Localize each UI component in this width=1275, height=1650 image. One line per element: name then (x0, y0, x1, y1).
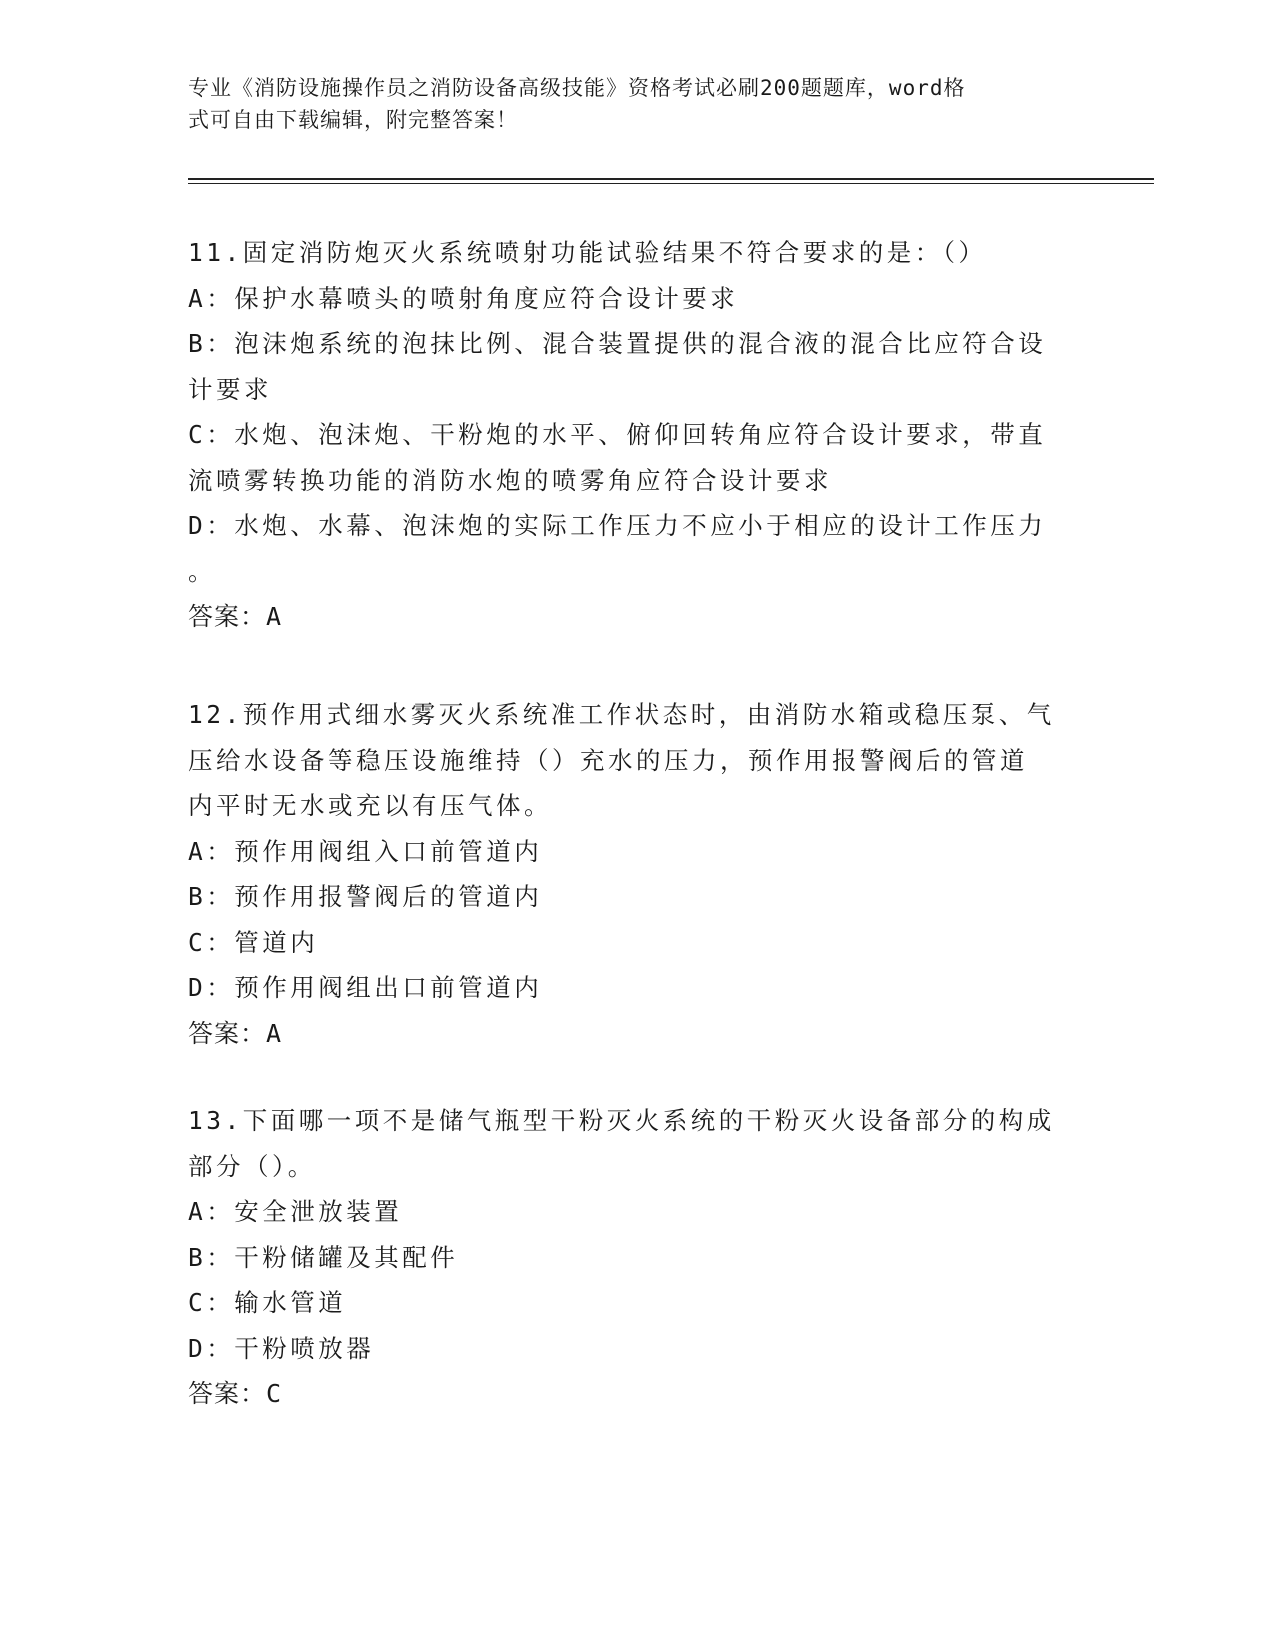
option-d: D：干粉喷放器 (188, 1333, 375, 1363)
option-d-line-1: D：水炮、水幕、泡沫炮的实际工作压力不应小于相应的设计工作压力 (188, 511, 1047, 540)
question-stem-line: 13.下面哪一项不是储气瓶型干粉灭火系统的干粉灭火设备部分的构成 (188, 1106, 1055, 1135)
document-header (188, 72, 1068, 136)
header-line-2: 式可自由下载编辑，附完整答案！ (188, 108, 518, 132)
answer (188, 1011, 1078, 1058)
option-b-line-2: 计要求 (188, 374, 272, 404)
option-b-line-1: B：泡沫炮系统的泡抹比例、混合装置提供的混合液的混合比应符合设 (188, 329, 1047, 358)
answer-label: 答案： (188, 1380, 267, 1408)
question-stem-line: 11.固定消防炮灭火系统喷射功能试验结果不符合要求的是：（） (188, 238, 987, 267)
answer (188, 594, 1078, 641)
answer (188, 1371, 1078, 1418)
answer-value: A (266, 1018, 283, 1048)
option-a: A：预作用阀组入口前管道内 (188, 836, 543, 866)
option-d-line-2: 。 (188, 556, 216, 586)
header-line-1: 专业《消防设施操作员之消防设备高级技能》资格考试必刷200题题库，word格 (188, 76, 966, 100)
answer-label: 答案： (188, 603, 267, 631)
option-c: C：管道内 (188, 927, 319, 957)
question-11 (188, 230, 1078, 641)
question-stem-line: 12.预作用式细水雾灭火系统准工作状态时，由消防水箱或稳压泵、气 (188, 700, 1055, 729)
question-stem-line: 内平时无水或充以有压气体。 (188, 791, 552, 820)
option-b: B：预作用报警阀后的管道内 (188, 882, 543, 911)
option-d: D：预作用阀组出口前管道内 (188, 973, 543, 1002)
option-a: A：安全泄放装置 (188, 1197, 403, 1226)
answer-label: 答案： (188, 1019, 267, 1048)
answer-value: A (266, 602, 283, 631)
question-13 (188, 1098, 1078, 1418)
question-stem-line: 部分（）。 (188, 1151, 316, 1181)
answer-value: C (266, 1379, 283, 1408)
question-12 (188, 692, 1078, 1057)
header-rule (188, 178, 1154, 180)
option-c-line-2: 流喷雾转换功能的消防水炮的喷雾角应符合设计要求 (188, 465, 832, 495)
option-c: C：输水管道 (188, 1288, 347, 1317)
option-a: A：保护水幕喷头的喷射角度应符合设计要求 (188, 283, 739, 313)
option-b: B：干粉储罐及其配件 (188, 1242, 459, 1272)
option-c-line-1: C：水炮、泡沫炮、干粉炮的水平、俯仰回转角应符合设计要求，带直 (188, 420, 1047, 449)
question-stem-line: 压给水设备等稳压设施维持（）充水的压力，预作用报警阀后的管道 (188, 745, 1028, 775)
header-rule-thin (188, 183, 1154, 184)
